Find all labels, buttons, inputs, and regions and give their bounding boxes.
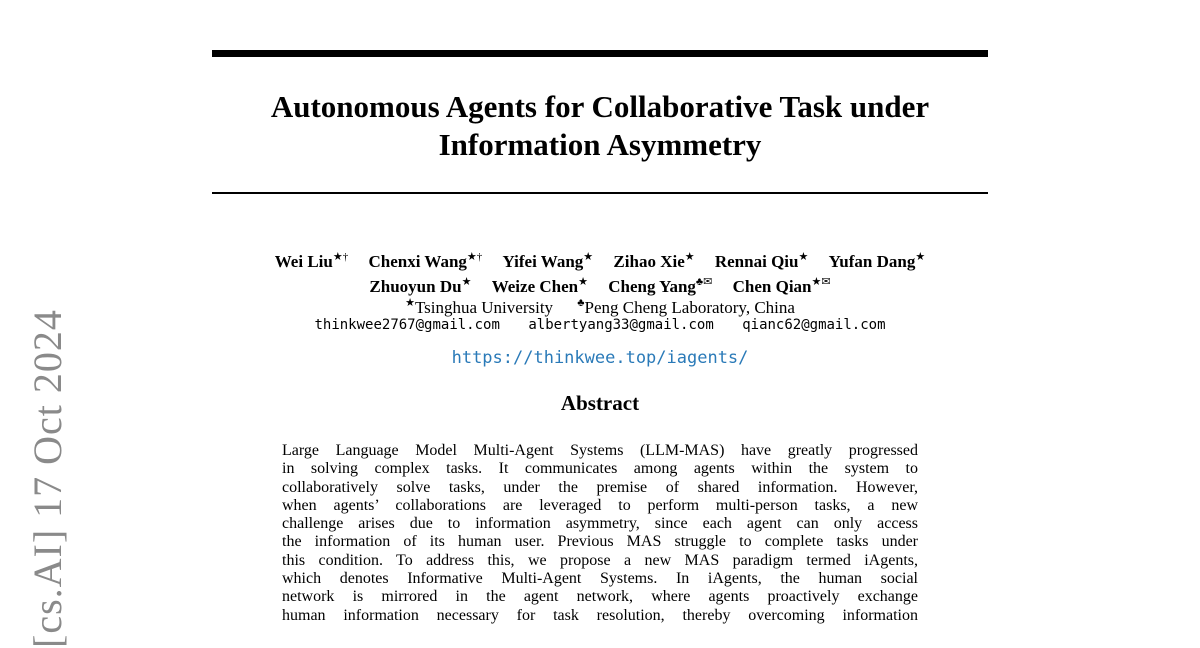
author: Chenxi Wang★† — [368, 251, 483, 271]
abstract-line: challenge arises due to information asymmetry, since each agent can only access — [282, 515, 918, 533]
title-bottom-rule — [212, 192, 988, 194]
abstract-line: the information of its human user. Previous MAS struggle to complete tasks under — [282, 533, 918, 551]
abstract-line: which denotes Informative Multi-Agent Systems. In iAgents, the human social — [282, 570, 918, 588]
author: Chen Qian★✉ — [732, 276, 831, 296]
abstract-heading: Abstract — [560, 391, 640, 415]
top-rule — [212, 50, 988, 57]
author: Wei Liu★† — [274, 251, 349, 271]
arxiv-side-stamp: [cs.AI] 17 Oct 2024 — [25, 309, 70, 648]
author: Yifei Wang★ — [502, 251, 594, 271]
abstract-line: network is mirrored in the agent network, where agents proactively exchange — [282, 588, 918, 606]
abstract-line: when agents’ collaborations are leveraged to perform multi-person tasks, a new — [282, 496, 918, 514]
abstract-line: human information necessary for task resolution, thereby overcoming information — [282, 606, 918, 624]
affiliation: ★Tsinghua University — [405, 297, 554, 317]
author: Weize Chen★ — [491, 276, 588, 296]
author: Cheng Yang♣✉ — [608, 276, 713, 296]
abstract-line: this condition. To address this, we propose a new MAS paradigm termed iAgents, — [282, 551, 918, 569]
affiliation: ♣Peng Cheng Laboratory, China — [577, 297, 795, 317]
abstract-line: Large Language Model Multi-Agent Systems (LLM-MAS) have greatly progressed — [282, 442, 918, 459]
author: Zhuoyun Du★ — [369, 276, 472, 296]
abstract-body — [282, 442, 918, 625]
paper-title — [212, 88, 988, 164]
author: Yufan Dang★ — [828, 251, 926, 271]
project-url-link[interactable]: https://thinkwee.top/iagents/ — [451, 348, 749, 368]
email: qianc62@gmail.com — [742, 317, 886, 333]
author: Rennai Qiu★ — [714, 251, 809, 271]
author-list — [150, 247, 1050, 297]
author-emails — [150, 315, 1050, 335]
abstract-line: collaboratively solve tasks, under the premise of shared information. However, — [282, 478, 918, 496]
author-row-1 — [150, 247, 1050, 272]
abstract-line: in solving complex tasks. It communicates among agents within the system to — [282, 460, 918, 478]
email: thinkwee2767@gmail.com — [314, 317, 500, 333]
email: albertyang33@gmail.com — [528, 317, 714, 333]
title-line-2: Information Asymmetry — [438, 127, 762, 162]
author: Zihao Xie★ — [613, 251, 695, 271]
title-line-1: Autonomous Agents for Collaborative Task under — [270, 89, 930, 124]
